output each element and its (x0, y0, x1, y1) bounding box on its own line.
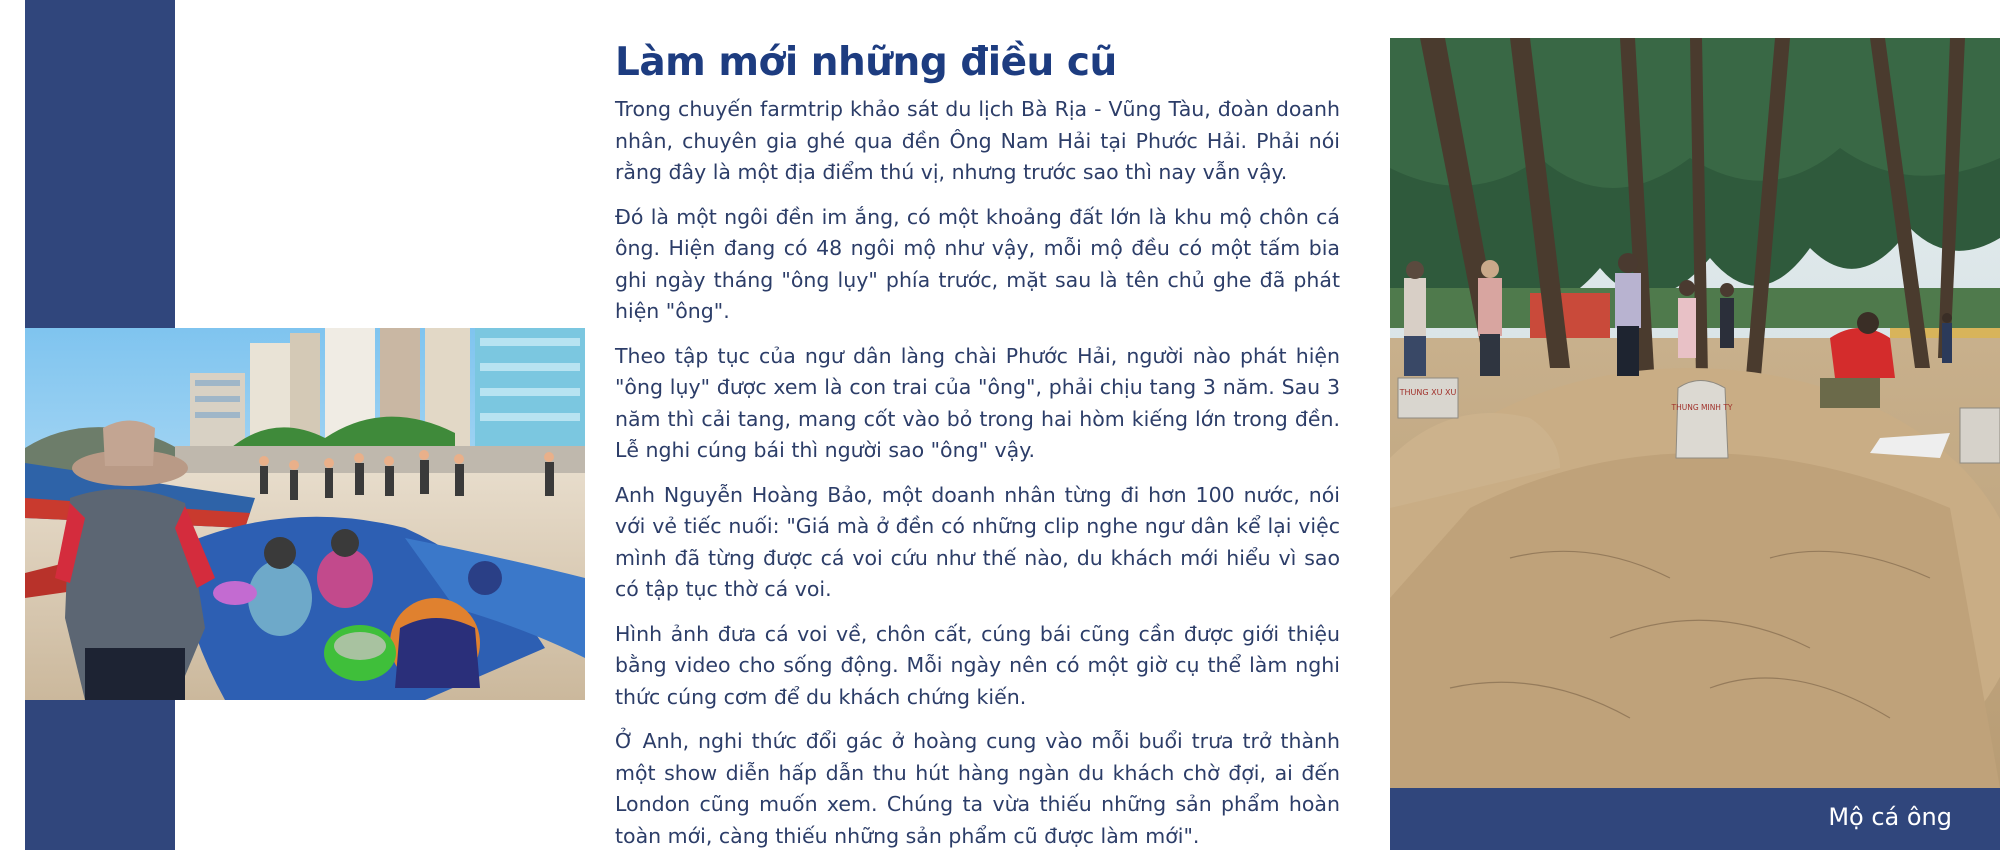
article (615, 38, 1340, 850)
photo-caption: Mộ cá ông (1828, 803, 1952, 831)
article-paragraph-4: Anh Nguyễn Hoàng Bảo, một doanh nhân từng đi hơn 100 nước, nói với vẻ tiếc nuối: "Giá mà ở đền có những clip nghe ngư dân kể lại việc mình đã từng được cá voi cứu như thế nào, du khách mới hiểu vì sao có tập tục thờ cá voi. (615, 482, 1340, 601)
article-paragraph-1: Trong chuyến farmtrip khảo sát du lịch Bà Rịa - Vũng Tàu, đoàn doanh nhân, chuyên gia ghé qua đền Ông Nam Hải tại Phước Hải. Phải nói rằng đây là một địa điểm thú vị, nhưng trước sao thì nay vẫn vậy. (615, 97, 1340, 184)
grave-sign-left-text: THUNG XU XU (1399, 388, 1457, 397)
article-title: Làm mới những điều cũ (615, 40, 1117, 85)
photo-caption-bar (1390, 788, 2000, 850)
grave-sign-center-text: THUNG MINH TY (1671, 403, 1733, 412)
article-paragraph-2: Đó là một ngôi đền im ắng, có một khoảng đất lớn là khu mộ chôn cá ông. Hiện đang có 48 ngôi mộ như vậy, mỗi mộ đều có một tấm bia ghi ngày tháng "ông lụy" phía trước, mặt sau là tên chủ ghe đã phát hiện "ông". (615, 204, 1340, 323)
article-paragraph-3: Theo tập tục của ngư dân làng chài Phước Hải, người nào phát hiện "ông lụy" được xem là con trai của "ông", phải chịu tang 3 năm. Sau 3 năm thì cải tang, mang cốt vào bỏ trong hai hòm kiếng lớn trong đền. Lễ nghi cúng bái thì người sao "ông" vậy. (615, 343, 1340, 462)
grave-sign-left (1398, 378, 1458, 418)
beach-fishing-illustration (25, 328, 585, 700)
beach-fishing-photo (25, 328, 585, 700)
grave-sign-center (1671, 381, 1733, 459)
article-paragraph-6: Ở Anh, nghi thức đổi gác ở hoàng cung vào mỗi buổi trưa trở thành một show diễn hấp dẫn thu hút hàng ngàn du khách chờ đợi, ai đến London cũng muốn xem. Chúng ta vừa thiếu những sản phẩm hoàn toàn mới, càng thiếu những sản phẩm cũ được làm mới". (615, 729, 1340, 848)
whale-graves-illustration (1390, 38, 2000, 788)
whale-graves-photo (1390, 38, 2000, 788)
article-paragraph-5: Hình ảnh đưa cá voi về, chôn cất, cúng bái cũng cần được giới thiệu bằng video cho sống động. Mỗi ngày nên có một giờ cụ thể làm nghi thức cúng cơm để du khách chứng kiến. (615, 621, 1340, 709)
